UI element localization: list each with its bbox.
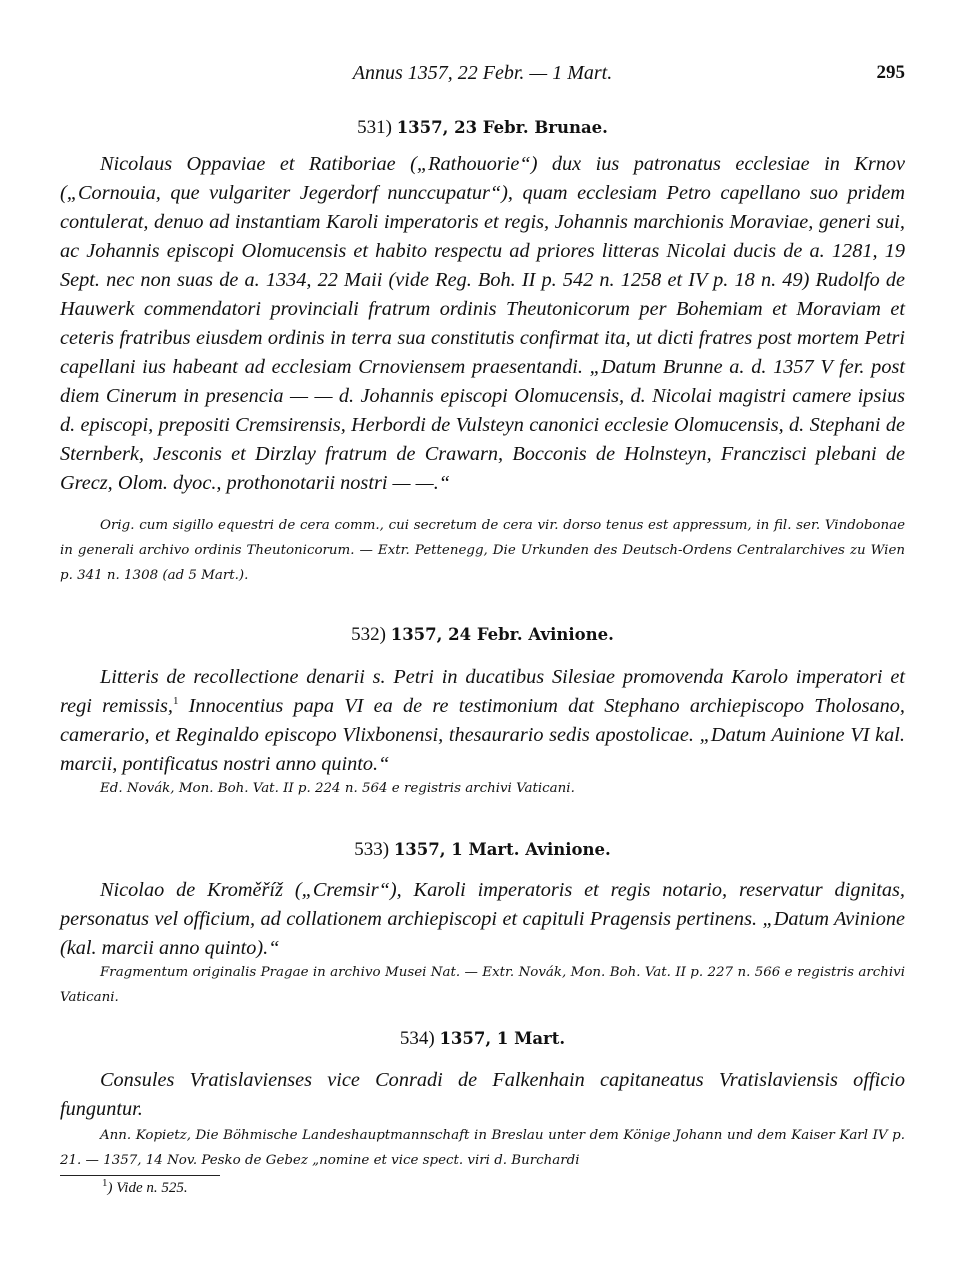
entry-532-source-note: Ed. Novák, Mon. Boh. Vat. II p. 224 n. 564 e registris archivi Vaticani. xyxy=(100,781,575,796)
footnote-text: ) Vide n. 525. xyxy=(107,1180,188,1196)
footnote-reference: 1 xyxy=(172,695,179,708)
entry-date-place: 1357, 1 Mart. xyxy=(439,1029,566,1048)
entry-date-place: 1357, 24 Febr. Avinione. xyxy=(390,625,614,644)
entry-number: 534) xyxy=(399,1028,435,1049)
footnote-rule xyxy=(60,1175,220,1176)
entry-533-heading xyxy=(60,839,905,861)
entry-533-text: Nicolao de Kroměříž („Cremsir“), Karoli imperatoris et regis notario, reservatur dignitas, personatus vel officium, ad collationem archiepiscopi et capituli Pragensis pertinens. „Datum Avinione (kal. marcii anno quinto).“ xyxy=(60,879,905,959)
footnote-marker: 1 xyxy=(102,1177,108,1189)
footnote xyxy=(102,1177,188,1197)
entry-number: 532) xyxy=(351,624,386,645)
entry-number: 531) xyxy=(357,117,392,138)
running-head xyxy=(60,62,905,86)
running-head-title: Annus 1357, 22 Febr. — 1 Mart. xyxy=(352,62,613,84)
entry-533-source-note: Fragmentum originalis Pragae in archivo Musei Nat. — Extr. Novák, Mon. Boh. Vat. II p. 227 n. 566 e registris archivi Vaticani. xyxy=(60,965,905,1005)
entry-532-text xyxy=(60,663,905,779)
entry-534-heading xyxy=(60,1028,905,1050)
entry-531-source-note: Orig. cum sigillo equestri de cera comm., cui secretum de cera vir. dorso tenus est appressum, in fil. ser. Vindobonae in generali archivo ordinis Theutonicorum. — Extr. Pettenegg, Die Urkunden des Deutsch-Ordens Centralarchives zu Wien p. 341 n. 1308 (ad 5 Mart.). xyxy=(60,518,905,583)
page-number: 295 xyxy=(876,62,905,83)
entry-532-text-part1: Litteris de recollectione denarii s. Petri in ducatibus Silesiae promovenda Karolo imperatori et regi remissis, xyxy=(60,666,905,717)
entry-531-text: Nicolaus Oppaviae et Ratiboriae („Rathouorie“) dux ius patronatus ecclesiae in Krnov („Cornouia, que vulgariter Jegerdorf nunccupatur“), quam ecclesiam Petro capellano suo pridem contulerat, denuo ad instantiam Karoli imperatoris et regis, Johannis marchionis Moraviae, generi sui, ac Johannis episcopi Olomucensis et habito respectu ad priores litteras Nicolai ducis de a. 1281, 19 Sept. nec non suas de a. 1334, 22 Maii (vide Reg. Boh. II p. 542 n. 1258 et IV p. 18 n. 49) Rudolfo de Hauwerk commendatori provinciali fratrum ordinis Theutonicorum per Bohemiam et Moraviam et ceteris fratribus eiusdem ordinis in terra sua constitutis confirmat ita, ut dicti fratres post mortem Petri capellani ius habeant ad ecclesiam Crnoviensem praesentandi. „Datum Brunne a. d. 1357 V fer. post diem Cinerum in presencia — — d. Johannis episcopi Olomucensis, d. Nicolai magistri camere ipsius d. episcopi, prepositi Cremsirensis, Herbordi de Vulsteyn canonici ecclesie Olomucensis, d. Stephani de Sternberk, Jesconis et Dirzlay fratrum de Crawarn, Bocconis de Holnsteyn, Franczisci plebani de Grecz, Olom. dyoc., prothonotarii nostri — —.“ xyxy=(60,153,905,494)
entry-534-source-note: Ann. Kopietz, Die Böhmische Landeshauptmannschaft in Breslau unter dem Könige Johann und dem Kaiser Karl IV p. 21. — 1357, 14 Nov. Pesko de Gebez „nomine et vice spect. viri d. Burchardi xyxy=(60,1128,905,1168)
entry-number: 533) xyxy=(354,839,390,860)
entry-532-text-part2: Innocentius papa VI ea de re testimonium dat Stephano archiepiscopo Tholosano, camerario, et Reginaldo episcopo Vlixbonensi, thesaurario sedis apostolicae. „Datum Auinione VI kal. marcii, pontificatus nostri anno quinto.“ xyxy=(60,695,906,775)
entry-532-heading xyxy=(60,624,905,646)
entry-531-heading xyxy=(60,117,905,139)
entry-534-text: Consules Vratislavienses vice Conradi de Falkenhain capitaneatus Vratislaviensis officio funguntur. xyxy=(60,1069,905,1120)
entry-date-place: 1357, 23 Febr. Brunae. xyxy=(396,118,608,137)
entry-date-place: 1357, 1 Mart. Avinione. xyxy=(393,840,611,859)
